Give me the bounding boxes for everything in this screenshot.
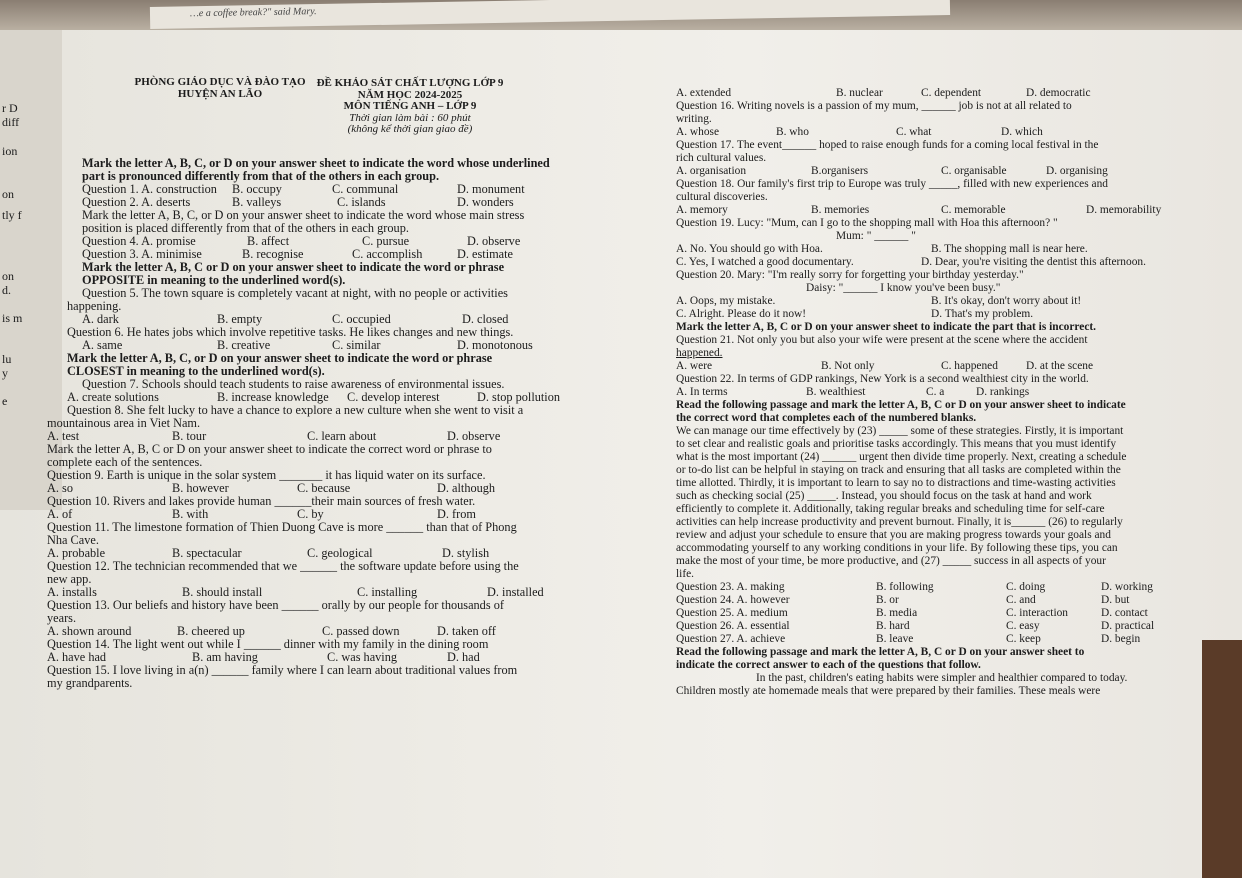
passage-line: to set clear and realistic goals and prioritise tasks accordingly. This means that you must identify xyxy=(676,438,1117,450)
option: Question 27. A. achieve xyxy=(676,633,786,645)
option: D. contact xyxy=(1101,607,1148,619)
option: A. shown around xyxy=(47,624,132,638)
instruction: part is pronounced differently from that of the others in each group. xyxy=(82,169,440,183)
option: D. estimate xyxy=(457,247,514,261)
option: C. communal xyxy=(332,182,399,196)
question-row xyxy=(676,87,1236,100)
option: B. wealthiest xyxy=(806,386,866,398)
option: Question 26. A. essential xyxy=(676,620,790,632)
option: A. In terms xyxy=(676,386,728,398)
option: B. who xyxy=(776,126,809,138)
option: D. taken off xyxy=(437,624,496,638)
option: B. following xyxy=(876,581,934,593)
passage-line: In the past, children's eating habits were simpler and healthier compared to today. xyxy=(756,672,1128,684)
option: D. observe xyxy=(467,234,521,248)
option: C. was having xyxy=(327,650,398,664)
passage-line: activities can help increase productivity and prevent burnout. Finally, it is______ (26) to regularly xyxy=(676,516,1123,528)
question-text: new app. xyxy=(47,572,92,586)
edge-text: lu xyxy=(2,352,12,366)
question-text: Question 10. Rivers and lakes provide human ______their main sources of fresh water. xyxy=(47,494,476,508)
option: C. interaction xyxy=(1006,607,1068,619)
option: D. monument xyxy=(457,182,525,196)
option: A. of xyxy=(47,507,73,521)
option: C. a xyxy=(926,386,945,398)
option: C. Yes, I watched a good documentary. xyxy=(676,256,854,268)
option: C. dependent xyxy=(921,87,982,99)
option: B. affect xyxy=(247,234,290,248)
passage-line: life. xyxy=(676,568,695,580)
option: B. empty xyxy=(217,312,263,326)
question-text: Question 12. The technician recommended that we ______ the software update before using the xyxy=(47,559,519,573)
question-row xyxy=(676,386,1236,399)
option: B. Not only xyxy=(821,360,875,372)
option: C. learn about xyxy=(307,429,377,443)
instruction: the correct word that completes each of the numbered blanks. xyxy=(676,412,977,424)
option: C. and xyxy=(1006,594,1036,606)
option: D. monotonous xyxy=(457,338,533,352)
option: B. or xyxy=(876,594,899,606)
edge-text: r D xyxy=(2,101,18,115)
option: C. similar xyxy=(332,338,381,352)
option: Question 25. A. medium xyxy=(676,607,788,619)
question-row xyxy=(676,308,1236,321)
option: A. organisation xyxy=(676,165,747,177)
option: C. pursue xyxy=(362,234,410,248)
instruction: Read the following passage and mark the letter A, B, C or D on your answer sheet to xyxy=(676,646,1085,658)
option: A. No. You should go with Hoa. xyxy=(676,243,823,255)
question-text: Question 22. In terms of GDP rankings, New York is a second wealthiest city in the world. xyxy=(676,373,1089,385)
question-text: Question 13. Our beliefs and history have been ______ orally by our people for thousands of xyxy=(47,598,504,612)
option: C. accomplish xyxy=(352,247,423,261)
question-text: Question 15. I love living in a(n) ______ family where I can learn about traditional values from xyxy=(47,663,518,677)
question-text: happened. xyxy=(676,347,723,359)
question-text: Question 6. He hates jobs which involve repetitive tasks. He likes changes and new things. xyxy=(67,325,514,339)
question-row xyxy=(676,607,1236,620)
instruction: CLOSEST in meaning to the underlined word(s). xyxy=(67,364,325,378)
option: B. however xyxy=(172,481,229,495)
option: D. memorability xyxy=(1086,204,1162,216)
question-text: Mum: " ______ " xyxy=(836,230,916,242)
exam-title: ĐỀ KHẢO SÁT CHẤT LƯỢNG LỚP 9 xyxy=(316,77,504,89)
option: D. rankings xyxy=(976,386,1030,398)
edge-text: e xyxy=(2,394,8,408)
option: Question 3. A. minimise xyxy=(82,247,202,261)
option: D. closed xyxy=(462,312,509,326)
option: B. creative xyxy=(217,338,271,352)
edge-text: y xyxy=(2,366,8,380)
option: B. spectacular xyxy=(172,546,242,560)
option: D. organising xyxy=(1046,165,1108,177)
edge-text: on xyxy=(2,187,14,201)
option: D. practical xyxy=(1101,620,1155,632)
option: D. Dear, you're visiting the dentist this afternoon. xyxy=(921,256,1146,268)
exam-subject: MÔN TIẾNG ANH – LỚP 9 xyxy=(343,100,477,112)
question-text: writing. xyxy=(676,113,712,125)
option: C. by xyxy=(297,507,324,521)
option: A. whose xyxy=(676,126,720,138)
edge-text: tly f xyxy=(2,208,22,222)
passage-line: time allotted. Thirdly, it is important to learn to say no to distractions and time-wasting activities xyxy=(676,477,1116,489)
question-row xyxy=(676,243,1236,256)
option: B. nuclear xyxy=(836,87,883,99)
option: B. tour xyxy=(172,429,207,443)
instruction: Mark the letter A, B, C or D on your answer sheet to indicate the part that is incorrect. xyxy=(676,321,1097,333)
instruction: position is placed differently from that of the others in each group. xyxy=(82,221,409,235)
passage-line: accommodating yourself to any working conditions in your life. By following these tips, you can xyxy=(676,542,1118,554)
edge-text: is m xyxy=(2,311,23,325)
question-row xyxy=(676,204,1236,217)
option: C. doing xyxy=(1006,581,1046,593)
option: D. observe xyxy=(447,429,501,443)
option: D. wonders xyxy=(457,195,514,209)
instruction: complete each of the sentences. xyxy=(47,455,203,469)
option: B. occupy xyxy=(232,182,282,196)
question-text: Nha Cave. xyxy=(47,533,99,547)
edge-text: d. xyxy=(2,283,11,297)
exam-header xyxy=(230,78,590,136)
question-row xyxy=(676,633,1236,646)
question-text: cultural discoveries. xyxy=(676,191,768,203)
question-text: Question 16. Writing novels is a passion of my mum, ______ job is not at all related to xyxy=(676,100,1072,112)
option: D. but xyxy=(1101,594,1130,606)
passage-line: what is the most important (24) ______ urgent then divide time properly. Next, creating a schedule xyxy=(676,451,1127,463)
right-column xyxy=(676,87,1236,698)
option: A. were xyxy=(676,360,713,372)
option: B. cheered up xyxy=(177,624,245,638)
option: C. what xyxy=(896,126,932,138)
left-column xyxy=(47,156,622,690)
option: C. passed down xyxy=(322,624,400,638)
option: B. recognise xyxy=(242,247,304,261)
option: A. same xyxy=(82,338,123,352)
question-text: Question 7. Schools should teach students to raise awareness of environmental issues. xyxy=(82,377,505,391)
option: D. at the scene xyxy=(1026,360,1094,372)
option: B. should install xyxy=(182,585,263,599)
question-text: Question 18. Our family's first trip to Europe was truly _____, filled with new experiences and xyxy=(676,178,1108,190)
question-text: mountainous area in Viet Nam. xyxy=(47,416,201,430)
option: A. probable xyxy=(47,546,106,560)
option: Question 4. A. promise xyxy=(82,234,196,248)
option: B. increase knowledge xyxy=(217,390,329,404)
instruction: Mark the letter A, B, C, or D on your answer sheet to indicate the word whose main stress xyxy=(82,208,525,222)
question-text: happening. xyxy=(67,299,122,313)
option: A. memory xyxy=(676,204,728,216)
option: B. hard xyxy=(876,620,910,632)
option: C. islands xyxy=(337,195,386,209)
option: B. leave xyxy=(876,633,914,645)
option: Question 1. A. construction xyxy=(82,182,217,196)
option: A. create solutions xyxy=(67,390,159,404)
option: D. although xyxy=(437,481,496,495)
question-text: my grandparents. xyxy=(47,676,133,690)
option: Question 2. A. deserts xyxy=(82,195,191,209)
option: Question 24. A. however xyxy=(676,594,790,606)
option: A. Oops, my mistake. xyxy=(676,295,776,307)
option: B. The shopping mall is near here. xyxy=(931,243,1088,255)
exam-note: (không kể thời gian giao đề) xyxy=(347,123,473,135)
question-text: Question 11. The limestone formation of Thien Duong Cave is more ______ than that of Phong xyxy=(47,520,517,534)
option: D. installed xyxy=(487,585,544,599)
option: C. installing xyxy=(357,585,418,599)
question-row xyxy=(676,581,1236,594)
option: B. valleys xyxy=(232,195,282,209)
passage-line: make the most of your time, be more productive, and (27) _____ success in all aspects of your xyxy=(676,555,1106,567)
option: C. happened xyxy=(941,360,998,372)
option: D. which xyxy=(1001,126,1043,138)
option: D. democratic xyxy=(1026,87,1091,99)
option: D. had xyxy=(447,650,480,664)
option: B. It's okay, don't worry about it! xyxy=(931,295,1082,307)
passage-line: Children mostly ate homemade meals that were prepared by their families. These meals were xyxy=(676,685,1101,697)
question-row xyxy=(676,126,1236,139)
option: C. occupied xyxy=(332,312,391,326)
option: D. working xyxy=(1101,581,1153,593)
instruction: indicate the correct answer to each of the questions that follow. xyxy=(676,659,981,671)
option: C. keep xyxy=(1006,633,1041,645)
option: Question 23. A. making xyxy=(676,581,785,593)
option: B. with xyxy=(172,507,209,521)
passage-line: review and adjust your schedule to ensure that you are making progress towards your goals and xyxy=(676,529,1111,541)
question-text: rich cultural values. xyxy=(676,152,767,164)
option: A. extended xyxy=(676,87,732,99)
question-text: Question 19. Lucy: "Mum, can I go to the shopping mall with Hoa this afternoon? " xyxy=(676,217,1058,229)
question-text: Question 9. Earth is unique in the solar system _______ it has liquid water on its surface. xyxy=(47,468,486,482)
instruction: Mark the letter A, B, C, or D on your answer sheet to indicate the word or phrase xyxy=(67,351,493,365)
edge-text: ion xyxy=(2,144,18,158)
option: D. stop pollution xyxy=(477,390,561,404)
question-text: Question 5. The town square is completely vacant at night, with no people or activities xyxy=(82,286,508,300)
option: A. have had xyxy=(47,650,107,664)
question-text: Question 17. The event______ hoped to raise enough funds for a coming local festival in the xyxy=(676,139,1099,151)
question-text: Question 14. The light went out while I ______ dinner with my family in the dining room xyxy=(47,637,489,651)
option: C. memorable xyxy=(941,204,1006,216)
instruction: Mark the letter A, B, C, or D on your answer sheet to indicate the word whose underlined xyxy=(82,156,550,170)
instruction: Mark the letter A, B, C or D on your answer sheet to indicate the correct word or phrase to xyxy=(47,442,492,456)
passage-line: or to-do list can be helpful in staying on track and ensuring that all tasks are completed within the xyxy=(676,464,1121,476)
question-text: Daisy: "______ I know you've been busy." xyxy=(806,282,1001,294)
option: D. from xyxy=(437,507,476,521)
option: A. dark xyxy=(82,312,119,326)
option: D. begin xyxy=(1101,633,1141,645)
question-text: Question 20. Mary: "I'm really sorry for forgetting your birthday yesterday." xyxy=(676,269,1024,281)
exam-time: Thời gian làm bài : 60 phút xyxy=(349,111,471,124)
option: C. Alright. Please do it now! xyxy=(676,308,807,320)
question-row xyxy=(676,620,1236,633)
option: C. because xyxy=(297,481,351,495)
instruction: Read the following passage and mark the letter A, B, C or D on your answer sheet to indicate xyxy=(676,399,1126,411)
option: C. develop interest xyxy=(347,390,440,404)
question-text: years. xyxy=(47,611,77,625)
option: C. easy xyxy=(1006,620,1040,632)
option: A. test xyxy=(47,429,80,443)
option: C. organisable xyxy=(941,165,1007,177)
edge-text: on xyxy=(2,269,14,283)
passage-line: efficiently to complete it. Additionally, taking regular breaks and scheduling time for self-care xyxy=(676,503,1105,515)
instruction: OPPOSITE in meaning to the underlined word(s). xyxy=(82,273,346,287)
question-row xyxy=(676,594,1236,607)
question-text: Question 21. Not only you but also your wife were present at the scene where the accident xyxy=(676,334,1088,346)
option: D. That's my problem. xyxy=(931,308,1034,320)
question-row xyxy=(676,165,1236,178)
passage-line: such as checking social (25) _____. Instead, you should focus on the task at hand and work xyxy=(676,490,1092,502)
option: C. geological xyxy=(307,546,373,560)
back-sheet-text: …e a coffee break?" said Mary. xyxy=(189,6,317,20)
question-row xyxy=(676,360,1236,373)
option: B. am having xyxy=(192,650,258,664)
option: D. stylish xyxy=(442,546,490,560)
dept-line: HUYỆN AN LÃO xyxy=(177,87,263,100)
option: B. media xyxy=(876,607,918,619)
passage-line: We can manage our time effectively by (23) _____ some of these strategies. Firstly, it is important xyxy=(676,425,1124,437)
option: B.organisers xyxy=(811,165,869,177)
exam-year: NĂM HỌC 2024-2025 xyxy=(357,88,463,101)
option: B. memories xyxy=(811,204,870,216)
question-row xyxy=(676,256,1236,269)
question-row xyxy=(676,295,1236,308)
question-text: Question 8. She felt lucky to have a chance to explore a new culture when she went to visit a xyxy=(67,403,524,417)
option: A. installs xyxy=(47,585,97,599)
instruction: Mark the letter A, B, C or D on your answer sheet to indicate the word or phrase xyxy=(82,260,505,274)
edge-text: diff xyxy=(2,115,20,129)
dept-line: PHÒNG GIÁO DỤC VÀ ĐÀO TẠO xyxy=(134,76,306,88)
option: A. so xyxy=(47,481,73,495)
